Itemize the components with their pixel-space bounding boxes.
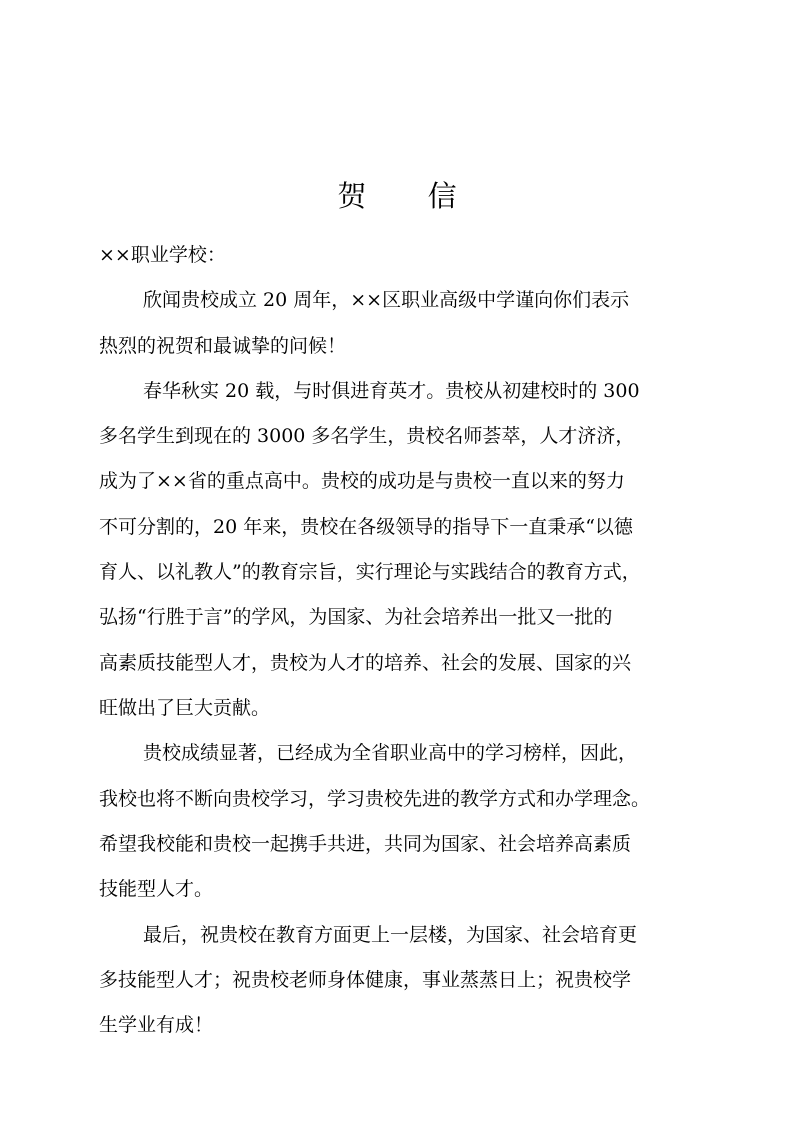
paragraph-3-line-3: 希望我校能和贵校一起携手共进，共同为国家、社会培养高素质 xyxy=(99,833,632,855)
paragraph-2-line-3: 成为了××省的重点高中。贵校的成功是与贵校一直以来的努力 xyxy=(99,470,625,492)
paragraph-4-line-2: 多技能型人才；祝贵校老师身体健康，事业蒸蒸日上；祝贵校学 xyxy=(99,969,632,991)
paragraph-3-line-4: 技能型人才。 xyxy=(99,878,214,900)
paragraph-2-line-4: 不可分割的，20 年来，贵校在各级领导的指导下一直秉承“以德 xyxy=(99,516,633,538)
paragraph-2-line-7: 高素质技能型人才，贵校为人才的培养、社会的发展、国家的兴 xyxy=(99,652,632,674)
paragraph-3-line-2: 我校也将不断向贵校学习，学习贵校先进的教学方式和办学理念。 xyxy=(99,788,651,810)
letter-title: 贺 信 xyxy=(337,179,483,213)
paragraph-2-line-5: 育人、以礼教人”的教育宗旨，实行理论与实践结合的教育方式， xyxy=(99,561,641,583)
salutation: ××职业学校： xyxy=(99,244,226,266)
paragraph-1-line-1: 欣闻贵校成立 20 周年，××区职业高级中学谨向你们表示 xyxy=(143,289,630,311)
paragraph-2-line-2: 多名学生到现在的 3000 多名学生，贵校名师荟萃，人才济济， xyxy=(99,425,635,447)
paragraph-2-line-8: 旺做出了巨大贡献。 xyxy=(99,697,271,719)
paragraph-3-line-1: 贵校成绩显著，已经成为全省职业高中的学习榜样，因此， xyxy=(143,742,638,764)
paragraph-4-line-3: 生学业有成！ xyxy=(99,1014,214,1036)
paragraph-2-line-1: 春华秋实 20 载，与时俱进育英才。贵校从初建校时的 300 xyxy=(143,380,640,402)
paragraph-2-line-6: 弘扬“行胜于言”的学风，为国家、为社会培养出一批又一批的 xyxy=(99,606,613,628)
paragraph-1-line-2: 热烈的祝贺和最诚挚的问候！ xyxy=(99,335,347,357)
paragraph-4-line-1: 最后，祝贵校在教育方面更上一层楼，为国家、社会培育更 xyxy=(143,924,638,946)
